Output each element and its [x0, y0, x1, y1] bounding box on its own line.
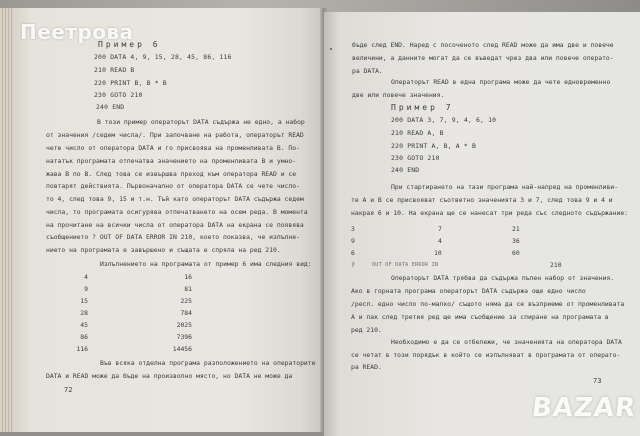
table-cell: 3 — [351, 225, 355, 233]
text-line: величини, а данните могат да се въведат чрез два или повече операто- — [352, 54, 614, 62]
text-line: то 4, след това 9, 15 и т.н. Тъй като операторът DATA съдържа седем — [46, 195, 304, 203]
text-line: се четат в този порядък в който се изпълняват в програмата от операто- — [351, 351, 621, 359]
seller-watermark: Пеетрова — [20, 20, 134, 44]
code-line: 210 READ B — [94, 66, 135, 74]
text-line: съобщението ? OUT OF DATA ERROR IN 210, което показва, че изпълне- — [46, 233, 300, 241]
text-line: Във всяка отделна програма разположението на операторите — [100, 359, 316, 367]
text-line: жава B по B. След това се извършва преход към оператора READ и се — [46, 170, 297, 178]
table-cell: 81 — [184, 285, 192, 293]
page-mark — [330, 48, 332, 50]
text-line: ред 210. — [351, 326, 382, 334]
bazar-logo-watermark: BAZAR — [530, 393, 638, 423]
text-line: накрая 6 и 10. На екрана ще се нанесат три реда със следното съдържание: — [351, 209, 629, 217]
text-line: чете число от оператора DATA и го присвоява на променливата B. По- — [46, 144, 300, 152]
table-cell: 9 — [351, 237, 355, 245]
page-number: 73 — [593, 377, 602, 385]
table-cell: 784 — [180, 309, 192, 317]
table-cell: 9 — [84, 285, 88, 293]
text-line: Необходимо е да се отбележи, че значенията на оператора DATA — [391, 338, 622, 346]
code-line: 230 GOTO 210 — [94, 91, 143, 99]
code-line: 220 PRINT A, B, A * B — [391, 142, 476, 150]
table-cell: 7396 — [176, 333, 192, 341]
text-line: При стартирането на тази програма най-напред на променливи- — [391, 183, 619, 191]
text-line: ра DATA. — [352, 67, 383, 75]
code-line: 240 END — [96, 103, 125, 111]
table-cell: 86 — [80, 333, 88, 341]
table-cell: 16 — [184, 273, 192, 281]
table-cell: 14456 — [172, 345, 192, 353]
table-cell: 45 — [80, 321, 88, 329]
output-intro: Изпълнението на програмата от пример 6 има следния вид: — [100, 260, 312, 268]
text-line: от значения /седем числа/. При започване на работа, операторът READ — [46, 131, 304, 139]
code-line: 220 PRINT B, B * B — [94, 79, 167, 87]
table-cell: 21 — [512, 225, 520, 233]
table-cell: 15 — [80, 297, 88, 305]
example-heading: Пример 7 — [391, 103, 454, 112]
text-line: повтарят действията. Първоначално от оператора DATA се чете число- — [46, 182, 300, 190]
example-heading: Пример 6 — [98, 40, 161, 49]
table-cell: 60 — [512, 249, 520, 257]
text-line: ра READ. — [351, 363, 382, 371]
text-line: нататък програмата отпечатва значението на променливата B и умно- — [46, 157, 297, 165]
error-line-number: 210 — [550, 261, 562, 269]
text-line: Операторът DATA трябва да съдържа пълен набор от значения. — [391, 274, 615, 282]
left-page — [12, 8, 324, 432]
text-line: Ако в горната програма операторът DATA съдържа още едно число — [351, 287, 586, 295]
text-line: на прочитане на всички числа от оператора DATA на екрана се появява — [46, 221, 304, 229]
text-line: /респ. едно число по-малко/ същото няма да се възприеме от променливата — [351, 300, 625, 308]
code-line: 240 END — [391, 166, 420, 174]
table-cell: 4 — [438, 237, 442, 245]
text-line: В този пример операторът DATA съдържа не едно, а набор — [97, 118, 305, 126]
table-cell: 10 — [434, 249, 442, 257]
text-line: Операторът READ в една програма може да чете едновременно — [391, 78, 611, 86]
table-cell: 116 — [76, 345, 88, 353]
text-line: A и пак след третия ред ще има съобщение за спиране на програмата в — [351, 313, 609, 321]
text-line: те A и B се присвояват съответно значенията 3 и 7, след това 9 и 4 и — [351, 196, 613, 204]
code-line: 230 GOTO 210 — [391, 154, 440, 162]
text-line: числа, то програмата осигурява отпечатването на осем реда. В момента — [46, 208, 308, 216]
error-text: OUT OF DATA ERROR IN — [372, 262, 439, 268]
code-line: 200 DATA 4, 9, 15, 28, 45, 86, 116 — [94, 53, 232, 61]
text-line: бъде след END. Наред с посоченото след READ може да има две и повече — [352, 41, 614, 49]
code-line: 210 READ A, B — [391, 129, 444, 137]
table-cell: 6 — [351, 249, 355, 257]
table-cell: 225 — [180, 297, 192, 305]
text-line: две или повече значения. — [352, 91, 445, 99]
code-line: 200 DATA 3, 7, 9, 4, 6, 10 — [391, 116, 497, 124]
table-cell: 36 — [512, 237, 520, 245]
error-prefix: ? — [351, 261, 355, 269]
text-line: DATA и READ може да бъде на произволно място, но DATA не може да — [46, 372, 293, 380]
table-cell: 7 — [438, 225, 442, 233]
table-cell: 28 — [80, 309, 88, 317]
page-number: 72 — [64, 386, 73, 394]
text-line: нието на програмата е завършено и същата е спряла на ред 210. — [46, 246, 281, 254]
right-page — [324, 12, 640, 436]
table-cell: 2025 — [176, 321, 192, 329]
table-cell: 4 — [84, 273, 88, 281]
